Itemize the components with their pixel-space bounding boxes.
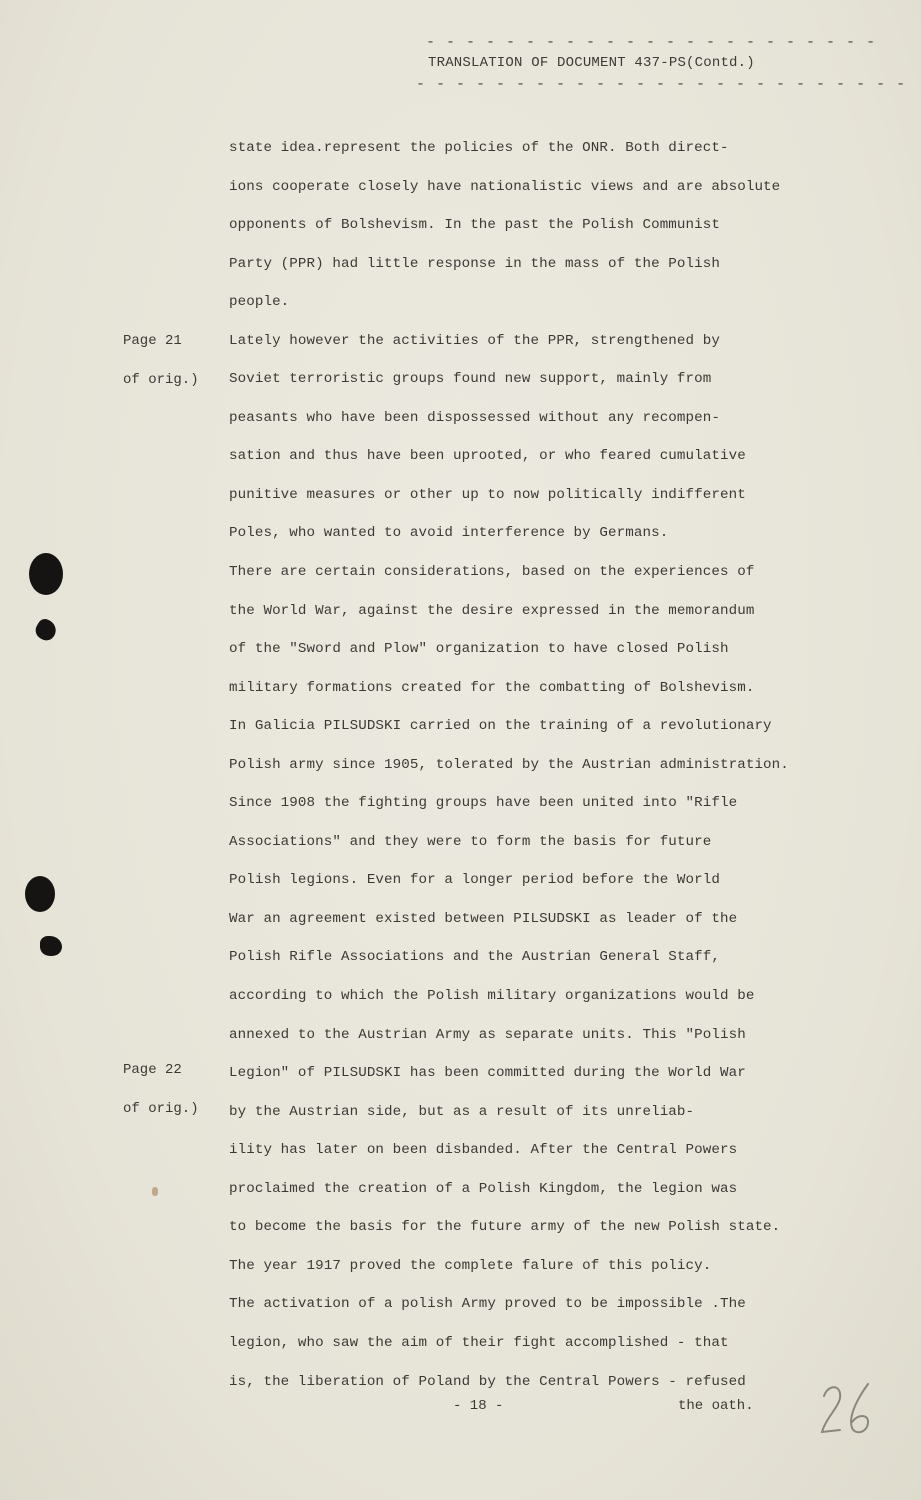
body-line: according to which the Polish military organizations would be (229, 988, 755, 1005)
body-line: Party (PPR) had little response in the mass of the Polish (229, 255, 720, 272)
margin-note-orig: of orig.) (123, 1100, 199, 1117)
body-line: The activation of a polish Army proved to be impossible .The (229, 1296, 746, 1313)
body-line: to become the basis for the future army of the new Polish state. (229, 1219, 781, 1236)
margin-note-page: Page 21 (123, 333, 182, 349)
body-line: by the Austrian side, but as a result of its unreliab- (229, 1103, 695, 1120)
body-line: proclaimed the creation of a Polish Kingdom, the legion was (229, 1180, 738, 1197)
body-line: Polish army since 1905, tolerated by the Austrian administration. (229, 756, 789, 773)
handwritten-page-mark (818, 1378, 880, 1438)
body-line: opponents of Bolshevism. In the past the Polish Communist (229, 217, 720, 234)
body-line: punitive measures or other up to now politically indifferent (229, 486, 746, 503)
body-line: of the "Sword and Plow" organization to have closed Polish (229, 641, 729, 658)
body-line: the World War, against the desire expressed in the memorandum (229, 602, 755, 619)
punch-hole (32, 616, 59, 643)
punch-hole (40, 936, 62, 956)
body-line: War an agreement existed between PILSUDSKI as leader of the (229, 910, 738, 927)
body-line: There are certain considerations, based on the experiences of (229, 564, 755, 581)
body-line: people. (229, 294, 290, 311)
body-line: is, the liberation of Poland by the Central Powers - refused (229, 1373, 746, 1390)
margin-note-page-22 (123, 1051, 199, 1128)
body-line: Associations" and they were to form the basis for future (229, 833, 712, 850)
body-line: Legion" of PILSUDSKI has been committed during the World War (229, 1065, 746, 1082)
body-line: ions cooperate closely have nationalistic views and are absolute (229, 178, 781, 195)
punch-hole (25, 876, 55, 912)
body-line: Since 1908 the fighting groups have been united into "Rifle (229, 795, 738, 812)
body-line: annexed to the Austrian Army as separate units. This "Polish (229, 1026, 746, 1043)
trailing-text: the oath. (678, 1398, 754, 1414)
header-rule-top: - - - - - - - - - - - - - - - - - - - - - - - (426, 34, 877, 51)
margin-note-orig: of orig.) (123, 371, 199, 388)
punch-hole (29, 553, 63, 595)
body-line: Soviet terroristic groups found new support, mainly from (229, 371, 712, 388)
body-line: Polish Rifle Associations and the Austrian General Staff, (229, 949, 720, 966)
header-title: TRANSLATION OF DOCUMENT 437-PS(Contd.) (428, 55, 755, 71)
body-line: In Galicia PILSUDSKI carried on the training of a revolutionary (229, 718, 772, 735)
page-number: - 18 - (453, 1398, 504, 1414)
body-line: Polish legions. Even for a longer period before the World (229, 872, 720, 889)
body-line: Poles, who wanted to avoid interference by Germans. (229, 525, 669, 542)
body-line: military formations created for the combatting of Bolshevism. (229, 679, 755, 696)
body-line: ility has later on been disbanded. After the Central Powers (229, 1142, 738, 1159)
body-text (229, 129, 869, 1401)
body-line: The year 1917 proved the complete falure of this policy. (229, 1257, 712, 1274)
paper-stain (152, 1187, 158, 1196)
body-line: sation and thus have been uprooted, or who feared cumulative (229, 448, 746, 465)
header-rule-bottom: - - - - - - - - - - - - - - - - - - - - - - - - - (416, 76, 907, 93)
margin-note-page-21 (123, 322, 199, 399)
margin-note-page: Page 22 (123, 1062, 182, 1078)
body-line: Lately however the activities of the PPR, strengthened by (229, 332, 720, 349)
body-line: legion, who saw the aim of their fight accomplished - that (229, 1334, 729, 1351)
body-line: peasants who have been dispossessed without any recompen- (229, 409, 720, 426)
body-line: state idea.represent the policies of the ONR. Both direct- (229, 140, 729, 156)
